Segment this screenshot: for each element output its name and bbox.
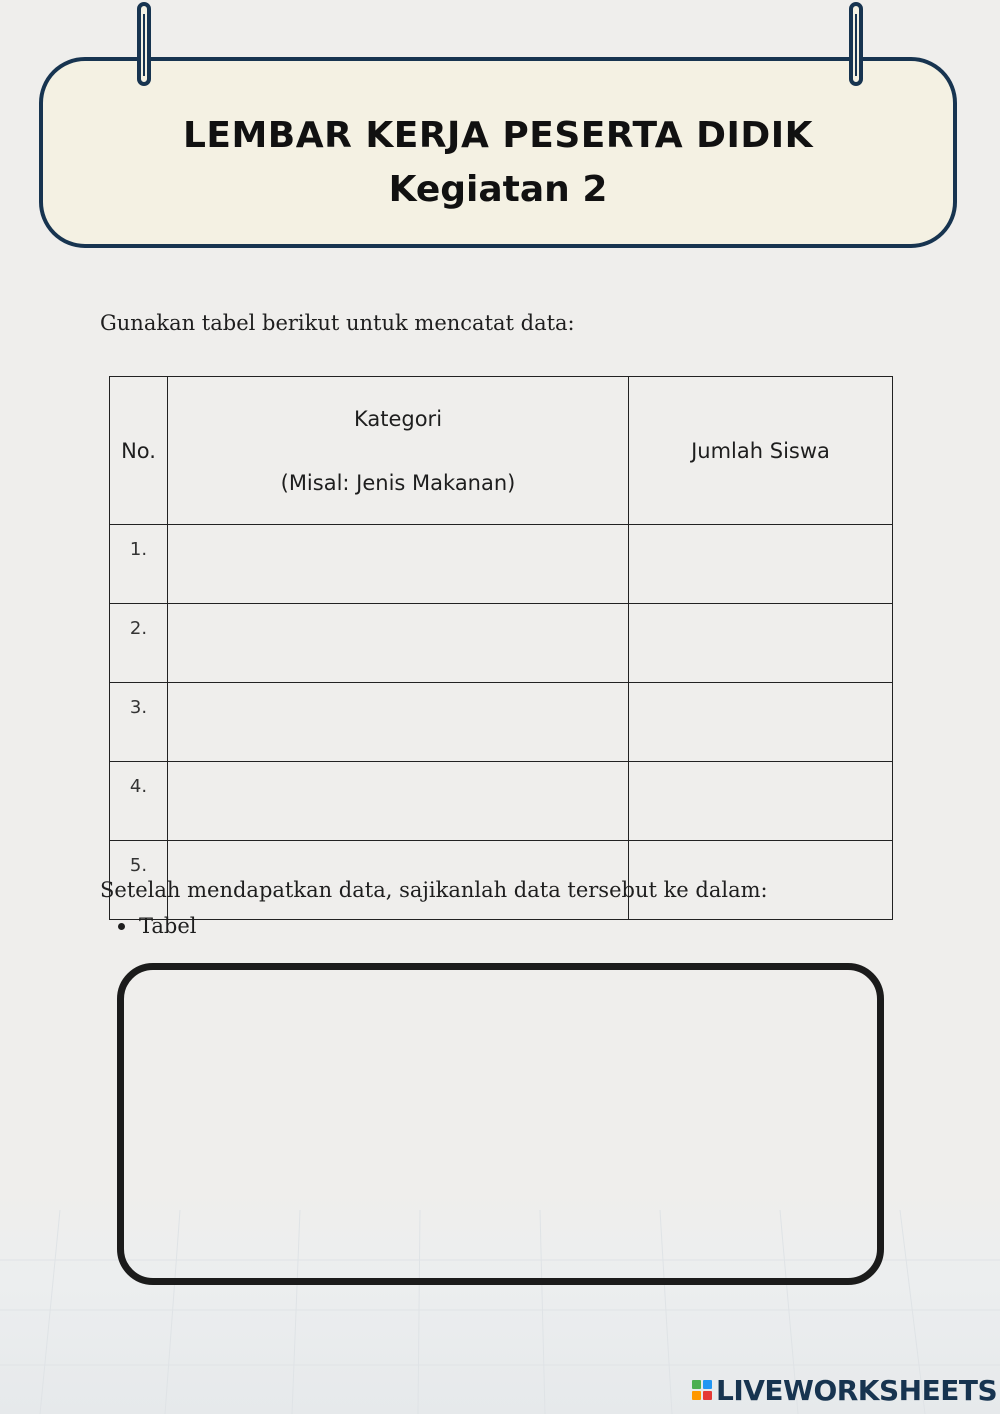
liveworksheets-mark-icon [692,1380,712,1400]
table-header-row [110,377,893,525]
row-number: 5. [110,841,168,920]
answer-box[interactable] [117,963,884,1285]
row-number: 1. [110,525,168,604]
count-cell[interactable] [629,683,893,762]
count-cell[interactable] [629,604,893,683]
header-no: No. [110,377,168,525]
header-banner [39,57,957,248]
bullet-list [118,914,196,938]
bullet-item: Tabel [139,914,197,938]
binder-ring-left-icon [137,2,151,86]
header-count: Jumlah Siswa [629,377,893,525]
header-category [168,377,629,525]
brand-name: LIVEWORKSHEETS [716,1373,998,1407]
page-subtitle: Kegiatan 2 [388,169,608,210]
table-instruction: Gunakan tabel berikut untuk mencatat data: [100,311,575,335]
count-cell[interactable] [629,525,893,604]
category-cell[interactable] [168,525,629,604]
row-number: 4. [110,762,168,841]
table-row [110,525,893,604]
header-category-hint: (Misal: Jenis Makanan) [280,470,516,495]
category-cell[interactable] [168,762,629,841]
row-number: 2. [110,604,168,683]
count-cell[interactable] [629,762,893,841]
header-category-label: Kategori [353,406,443,431]
category-cell[interactable] [168,604,629,683]
row-number: 3. [110,683,168,762]
data-table [109,376,893,920]
page-title: LEMBAR KERJA PESERTA DIDIK [182,115,814,156]
presentation-instruction: Setelah mendapatkan data, sajikanlah data tersebut ke dalam: [100,878,768,902]
liveworksheets-logo[interactable] [692,1374,997,1406]
bullet-icon [118,923,125,930]
table-row [110,604,893,683]
table-row [110,762,893,841]
table-row [110,683,893,762]
binder-ring-right-icon [849,2,863,86]
category-cell[interactable] [168,683,629,762]
